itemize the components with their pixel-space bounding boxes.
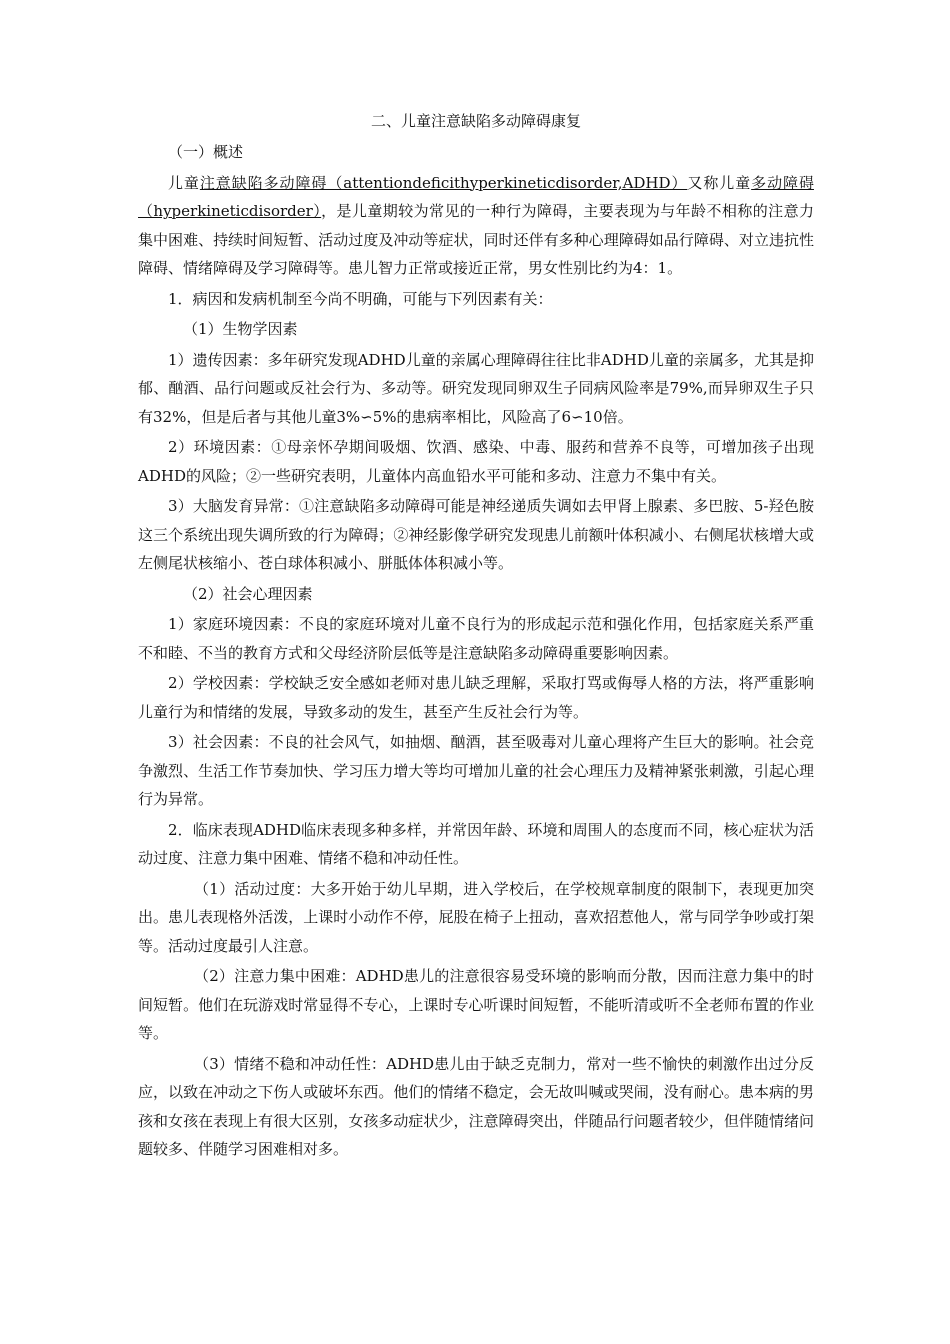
section-heading-overview: （一）概述 <box>168 143 244 161</box>
heading-biological: （1）生物学因素 <box>183 320 298 338</box>
paragraph-activity: （1）活动过度：大多开始于幼儿早期，进入学校后，在学校规章制度的限制下，表现更加突出。患儿表现格外活泼，上课时小动作不停，屁股在椅子上扭动，喜欢招惹他人，常与同学争吵或打架等。活动过度最引人注意。 <box>138 879 814 955</box>
paragraph-brain: 3）大脑发育异常：①注意缺陷多动障碍可能是神经递质失调如去甲肾上腺素、多巴胺、5-羟色胺这三个系统出现失调所致的行为障碍；②神经影像学研究发现患儿前额叶体积减小、右侧尾状核增大或左侧尾状核缩小、苍白球体积减小、胼胝体体积减小等。 <box>138 497 814 572</box>
paragraph-society: 3）社会因素：不良的社会风气，如抽烟、酗酒，甚至吸毒对儿童心理将产生巨大的影响。社会竞争激烈、生活工作节奏加快、学习压力增大等均可增加儿童的社会心理压力及精神紧张刺激，引起心理行为异常。 <box>138 733 814 808</box>
term-hyperkinetic: 多动障碍（hyperkineticdisorder） <box>138 173 814 220</box>
document-page <box>138 108 814 1166</box>
intro-mid: 又称儿童 <box>687 173 752 192</box>
paragraph-family: 1）家庭环境因素：不良的家庭环境对儿童不良行为的形成起示范和强化作用，包括家庭关系严重不和睦、不当的教育方式和父母经济阶层低等是注意缺陷多动障碍重要影响因素。 <box>138 615 814 662</box>
paragraph-emotion: （3）情绪不稳和冲动任性：ADHD患儿由于缺乏克制力，常对一些不愉快的刺激作出过分反应，以致在冲动之下伤人或破坏东西。他们的情绪不稳定，会无故叫喊或哭闹，没有耐心。患本病的男孩和女孩在表现上有很大区别，女孩多动症状少，注意障碍突出，伴随品行问题者较少，但伴随情绪问题较多、伴随学习困难相对多。 <box>138 1054 814 1158</box>
intro-rest: ，是儿童期较为常见的一种行为障碍，主要表现为与年龄不相称的注意力集中困难、持续时间短暂、活动过度及冲动等症状，同时还伴有多种心理障碍如品行障碍、对立违抗性障碍、情绪障碍及学习障碍等。患儿智力正常或接近正常，男女性别比约为4：1。 <box>138 202 814 277</box>
paragraph-attention: （2）注意力集中困难：ADHD患儿的注意很容易受环境的影响而分散，因而注意力集中的时间短暂。他们在玩游戏时常显得不专心，上课时专心听课时间短暂，不能听清或听不全老师布置的作业等。 <box>138 967 814 1042</box>
paragraph-genetic: 1）遗传因素：多年研究发现ADHD儿童的亲属心理障碍往往比非ADHD儿童的亲属多，尤其是抑郁、酗酒、品行问题或反社会行为、多动等。研究发现同卵双生子同病风险率是79%,而异卵双生子只有32%，但是后者与其他儿童3%∽5%的患病率相比，风险高了6∽10倍。 <box>138 350 814 426</box>
paragraph-clinical: 2．临床表现ADHD临床表现多种多样，并常因年龄、环境和周围人的态度而不同，核心症状为活动过度、注意力集中困难、情绪不稳和冲动任性。 <box>138 820 814 867</box>
intro-paragraph <box>138 169 814 283</box>
term-adhd: 注意缺陷多动障碍（attentiondeficithyperkineticdisorder,ADHD） <box>199 173 688 192</box>
paragraph-cause: 1．病因和发病机制至今尚不明确，可能与下列因素有关： <box>168 289 553 308</box>
paragraph-environment: 2）环境因素：①母亲怀孕期间吸烟、饮酒、感染、中毒、服药和营养不良等，可增加孩子出现ADHD的风险；②一些研究表明，儿童体内高血铅水平可能和多动、注意力不集中有关。 <box>138 438 814 485</box>
paragraph-school: 2）学校因素：学校缺乏安全感如老师对患儿缺乏理解，采取打骂或侮辱人格的方法，将严重影响儿童行为和情绪的发展，导致多动的发生，甚至产生反社会行为等。 <box>138 674 814 721</box>
document-title: 二、儿童注意缺陷多动障碍康复 <box>370 112 581 130</box>
heading-social: （2）社会心理因素 <box>183 584 313 603</box>
intro-lead: 儿童 <box>168 173 200 192</box>
